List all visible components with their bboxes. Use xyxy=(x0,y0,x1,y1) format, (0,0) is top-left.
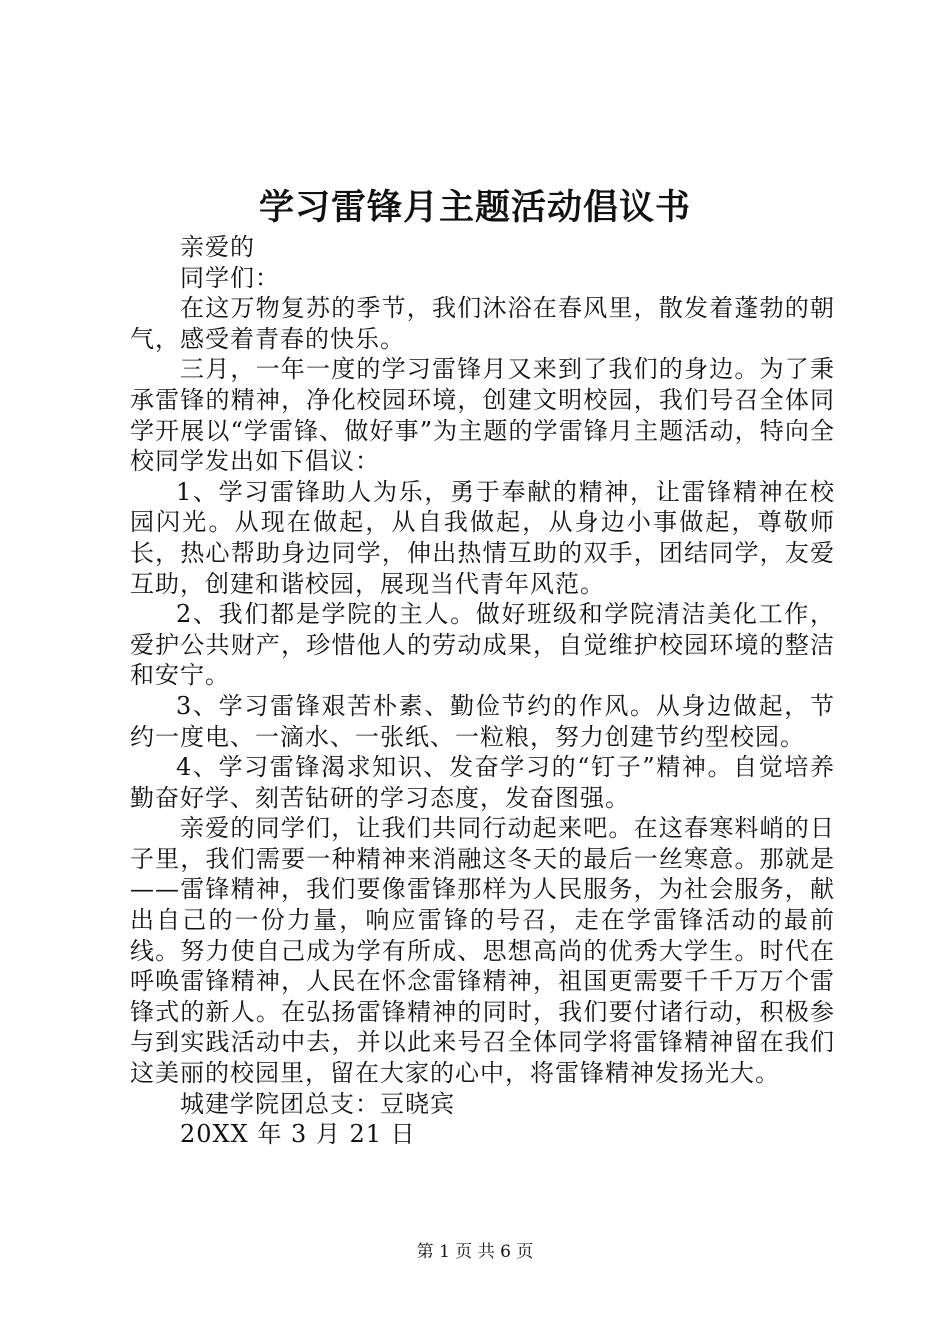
date: 20XX 年 3 月 21 日 xyxy=(180,1120,416,1149)
proposal-item: 4、学习雷锋渴求知识、发奋学习的“钉子”精神。自觉培养勤奋好学、刻苦钻研的学习态度，发奋图强。 xyxy=(130,753,835,812)
paragraph: 三月，一年一度的学习雷锋月又来到了我们的身边。为了秉承雷锋的精神，净化校园环境，创建文明校园，我们号召全体同学开展以“学雷锋、做好事”为主题的学雷锋月主题活动，特向全校同学发出如下倡议： xyxy=(130,355,835,476)
paragraph: 在这万物复苏的季节，我们沐浴在春风里，散发着蓬勃的朝气，感受着青春的快乐。 xyxy=(130,294,835,353)
document-body xyxy=(130,232,835,1150)
greeting-line: 同学们： xyxy=(180,263,280,292)
document-title: 学习雷锋月主题活动倡议书 xyxy=(258,187,691,228)
greeting-line: 亲爱的 xyxy=(180,233,255,261)
page-indicator: 第 1 页 共 6 页 xyxy=(416,1242,534,1262)
proposal-item: 3、学习雷锋艰苦朴素、勤俭节约的作风。从身边做起，节约一度电、一滴水、一张纸、一粒粮，努力创建节约型校园。 xyxy=(130,691,835,751)
proposal-item: 1、学习雷锋助人为乐，勇于奉献的精神，让雷锋精神在校园闪光。从现在做起，从自我做起，从身边小事做起，尊敬师长，热心帮助身边同学，伸出热情互助的双手，团结同学，友爱互助，创建和谐校园，展现当代青年风范。 xyxy=(130,477,835,598)
signature: 城建学院团总支：豆晓宾 xyxy=(180,1089,455,1118)
proposal-item: 2、我们都是学院的主人。做好班级和学院清洁美化工作，爱护公共财产，珍惜他人的劳动成果，自觉维护校园环境的整洁和安宁。 xyxy=(130,600,835,690)
paragraph: 亲爱的同学们，让我们共同行动起来吧。在这春寒料峭的日子里，我们需要一种精神来消融这冬天的最后一丝寒意。那就是——雷锋精神，我们要像雷锋那样为人民服务，为社会服务，献出自己的一份力量，响应雷锋的号召，走在学雷锋活动的最前线。努力使自己成为学有所成、思想高尚的优秀大学生。时代在呼唤雷锋精神，人民在怀念雷锋精神，祖国更需要千千万万个雷锋式的新人。在弘扬雷锋精神的同时，我们要付诸行动，积极参与到实践活动中去，并以此来号召全体同学将雷锋精神留在我们这美丽的校园里，留在大家的心中，将雷锋精神发扬光大。 xyxy=(130,814,835,1088)
